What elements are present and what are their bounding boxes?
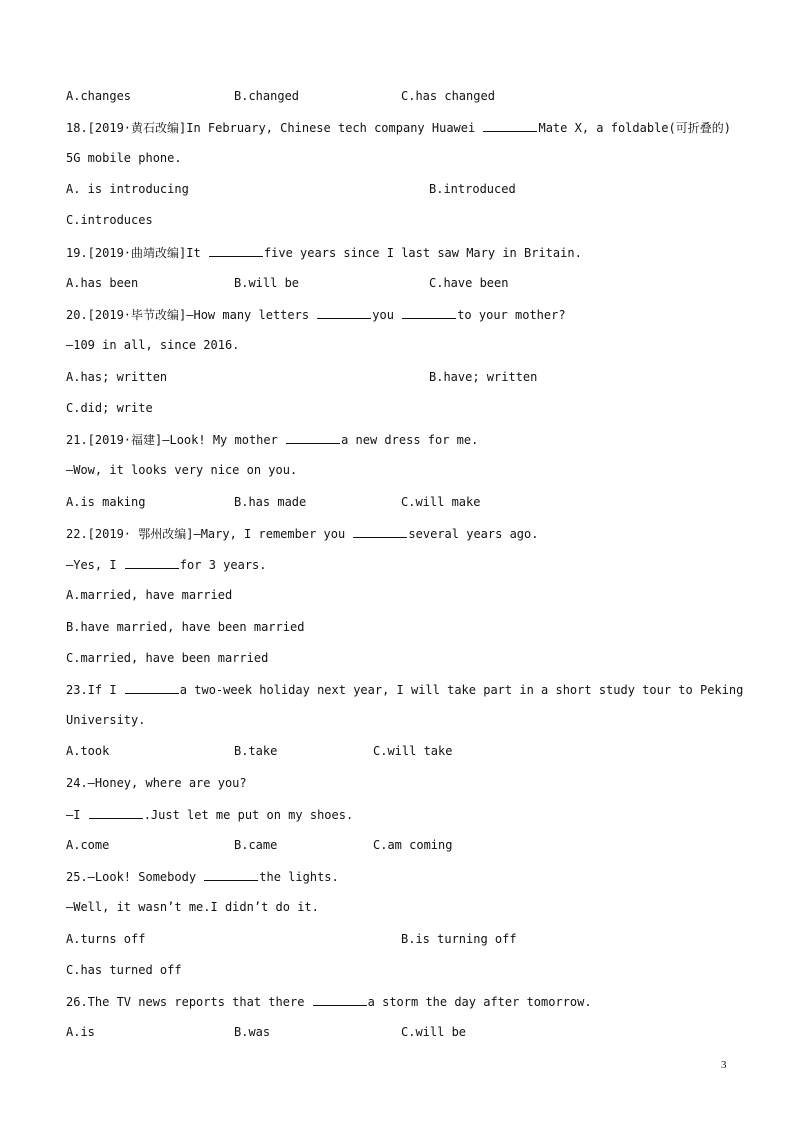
question-21: 21.[2019·福建]—Look! My mother a new dress for me. — [66, 433, 479, 447]
question-23: 23.If I a two-week holiday next year, I will take part in a short study tour to Peking — [66, 683, 744, 697]
q18-option-a: A. is introducing — [66, 182, 189, 196]
q22-option-c: C.married, have been married — [66, 651, 269, 665]
q26-option-b: B.was — [234, 1025, 271, 1039]
q23-option-c: C.will take — [373, 744, 453, 758]
answer-blank — [204, 869, 258, 881]
q21-option-c: C.will make — [401, 495, 481, 509]
q24-option-c: C.am coming — [373, 838, 453, 852]
q19-option-b: B.will be — [234, 276, 300, 290]
q17-option-c: C.has changed — [401, 89, 495, 103]
q25-option-b: B.is turning off — [401, 932, 517, 946]
question-19: 19.[2019·曲靖改编]It five years since I last saw Mary in Britain. — [66, 246, 582, 260]
q23-option-b: B.take — [234, 744, 278, 758]
q23-option-a: A.took — [66, 744, 110, 758]
q18-option-c: C.introduces — [66, 213, 153, 227]
q19-option-c: C.have been — [429, 276, 509, 290]
q24-option-a: A.come — [66, 838, 110, 852]
q21-option-a: A.is making — [66, 495, 146, 509]
q26-option-c: C.will be — [401, 1025, 467, 1039]
q17-option-b: B.changed — [234, 89, 300, 103]
answer-blank — [125, 557, 179, 569]
answer-blank — [317, 307, 371, 319]
q26-option-a: A.is — [66, 1025, 95, 1039]
q25-option-c: C.has turned off — [66, 963, 182, 977]
q19-option-a: A.has been — [66, 276, 139, 290]
question-25-line2: —Well, it wasn’t me.I didn’t do it. — [66, 900, 319, 914]
q20-option-a: A.has; written — [66, 370, 168, 384]
q17-option-a: A.changes — [66, 89, 132, 103]
q25-option-a: A.turns off — [66, 932, 146, 946]
q24-option-b: B.came — [234, 838, 278, 852]
answer-blank — [483, 120, 537, 132]
answer-blank — [89, 807, 143, 819]
q21-option-b: B.has made — [234, 495, 307, 509]
q22-option-b: B.have married, have been married — [66, 620, 305, 634]
q22-option-a: A.married, have married — [66, 588, 233, 602]
question-23-line2: University. — [66, 713, 146, 727]
q18-option-b: B.introduced — [429, 182, 516, 196]
question-26: 26.The TV news reports that there a storm the day after tomorrow. — [66, 995, 592, 1009]
question-22-line2: —Yes, I for 3 years. — [66, 558, 267, 572]
answer-blank — [313, 994, 367, 1006]
question-25: 25.—Look! Somebody the lights. — [66, 870, 339, 884]
question-20-line2: —109 in all, since 2016. — [66, 338, 240, 352]
q20-option-c: C.did; write — [66, 401, 153, 415]
question-22: 22.[2019· 鄂州改编]—Mary, I remember you several years ago. — [66, 527, 539, 541]
answer-blank — [209, 245, 263, 257]
question-24: 24.—Honey, where are you? — [66, 776, 247, 790]
q20-option-b: B.have; written — [429, 370, 538, 384]
question-18: 18.[2019·黄石改编]In February, Chinese tech company Huawei Mate X, a foldable(可折叠的) — [66, 121, 731, 135]
answer-blank — [353, 526, 407, 538]
question-18-line2: 5G mobile phone. — [66, 151, 182, 165]
answer-blank — [125, 682, 179, 694]
answer-blank — [402, 307, 456, 319]
question-20: 20.[2019·毕节改编]—How many letters you to your mother? — [66, 308, 566, 322]
answer-blank — [286, 432, 340, 444]
question-24-line2: —I .Just let me put on my shoes. — [66, 808, 354, 822]
page-number: 3 — [721, 1059, 727, 1071]
question-21-line2: —Wow, it looks very nice on you. — [66, 463, 298, 477]
